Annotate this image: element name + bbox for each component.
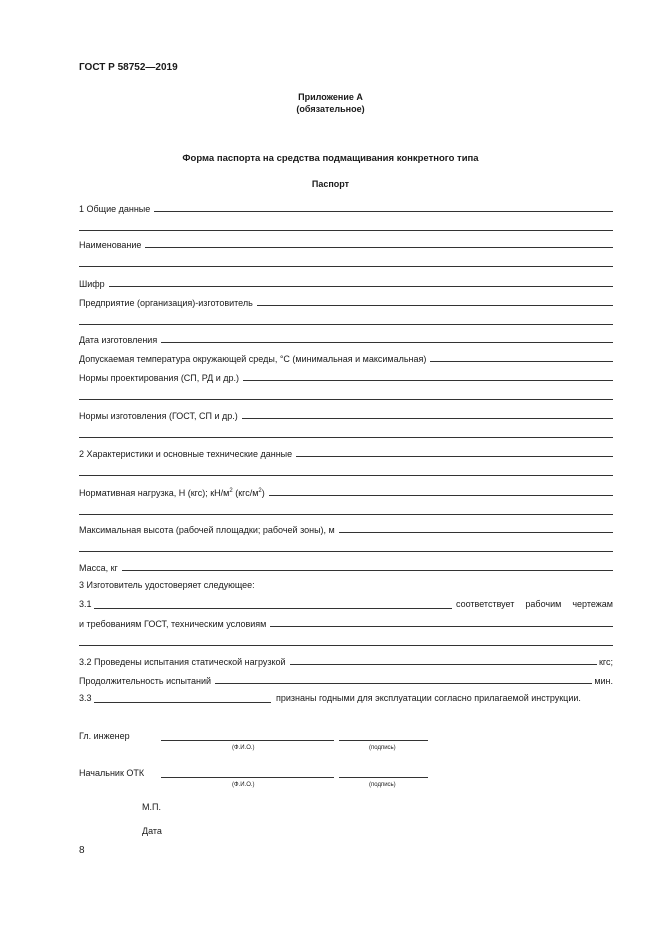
code-row [79,277,613,289]
item-3-3-field[interactable] [94,702,271,703]
load-row [79,486,613,498]
code-label: Шифр [79,279,105,289]
item-3-1-number: 3.1 [79,599,92,609]
temperature-label: Допускаемая температура окружающей среды, °С (минимальная и максимальная) [79,354,427,364]
load-line-2[interactable] [79,514,613,515]
general-data-row [79,202,613,214]
name-row [79,238,613,250]
item-3-1-text: соответствует рабочим чертежам [456,599,613,609]
otk-head-sign-field[interactable] [339,777,428,778]
manufacture-date-label: Дата изготовления [79,335,158,345]
item-3-1-field[interactable] [94,608,452,609]
mass-field[interactable] [122,570,613,571]
otk-head-fio-caption: (Ф.И.О.) [232,782,255,788]
item-3-3-number: 3.3 [79,693,92,703]
stamp-label: М.П. [142,802,161,812]
chief-engineer-sign-caption: (подпись) [369,745,396,751]
item-3-1-cont-row [79,617,613,629]
item-3-2-label: 3.2 Проведены испытания статической нагрузкой [79,657,286,667]
manufacturer-field[interactable] [257,305,613,306]
appendix-subtitle: (обязательное) [296,104,365,114]
item-3-1-cont-label: и требованиям ГОСТ, техническим условиям [79,619,267,629]
static-load-field[interactable] [290,664,597,665]
mass-row [79,561,613,573]
certifies-label: 3 Изготовитель удостоверяет следующее: [79,580,255,590]
general-data-field[interactable] [154,211,613,212]
item-3-1-cont-field[interactable] [270,626,613,627]
name-line-2[interactable] [79,266,613,267]
passport-title: Паспорт [311,179,350,189]
item-3-3-text: признаны годными для эксплуатации согласно прилагаемой инструкции. [276,693,581,703]
max-height-field[interactable] [339,532,613,533]
characteristics-field[interactable] [296,456,613,457]
item-3-2-row [79,655,613,667]
design-norms-label: Нормы проектирования (СП, РД и др.) [79,373,240,383]
manuf-norms-field[interactable] [242,418,613,419]
manufacturer-line-2[interactable] [79,324,613,325]
otk-head-label: Начальник ОТК [79,768,145,778]
load-field[interactable] [269,495,613,496]
duration-unit: мин. [594,676,613,686]
manuf-norms-row [79,409,613,421]
name-label: Наименование [79,240,142,250]
otk-head-fio-field[interactable] [161,777,334,778]
max-height-label: Максимальная высота (рабочей площадки; рабочей зоны), м [79,525,335,535]
characteristics-label: 2 Характеристики и основные технические данные [79,449,293,459]
max-height-line-2[interactable] [79,551,613,552]
otk-head-sign-caption: (подпись) [369,782,396,788]
standard-header: ГОСТ Р 58752—2019 [79,62,178,73]
manufacturer-row [79,296,613,308]
duration-field[interactable] [215,683,592,684]
mass-label: Масса, кг [79,563,118,573]
name-field[interactable] [145,247,613,248]
manuf-norms-line-2[interactable] [79,437,613,438]
code-field[interactable] [109,286,613,287]
date-row [79,333,613,345]
item-3-1-line-2[interactable] [79,645,613,646]
form-title: Форма паспорта на средства подмащивания конкретного типа [182,153,479,164]
chief-engineer-fio-caption: (Ф.И.О.) [232,745,255,751]
design-norms-line-2[interactable] [79,399,613,400]
duration-row [79,674,613,686]
manuf-norms-label: Нормы изготовления (ГОСТ, СП и др.) [79,411,238,421]
temperature-row [79,352,613,364]
item-3-2-unit: кгс; [598,657,613,667]
duration-label: Продолжительность испытаний [79,676,212,686]
characteristics-line-2[interactable] [79,475,613,476]
design-norms-field[interactable] [243,380,613,381]
design-norms-row [79,371,613,383]
page-number: 8 [79,845,85,856]
temperature-field[interactable] [430,361,613,362]
chief-engineer-sign-field[interactable] [339,740,428,741]
load-label: Нормативная нагрузка, Н (кгс); $кН/м^2$ $(кгс/м^2)$ [79,488,265,498]
chief-engineer-fio-field[interactable] [161,740,334,741]
chief-engineer-label: Гл. инженер [79,731,130,741]
appendix-title: Приложение А [298,92,363,102]
max-height-row [79,523,613,535]
general-data-line-2[interactable] [79,230,613,231]
general-data-label: 1 Общие данные [79,204,151,214]
manufacturer-label: Предприятие (организация)-изготовитель [79,298,253,308]
characteristics-row [79,447,613,459]
date-signature-label: Дата [142,826,162,836]
manufacture-date-field[interactable] [161,342,613,343]
